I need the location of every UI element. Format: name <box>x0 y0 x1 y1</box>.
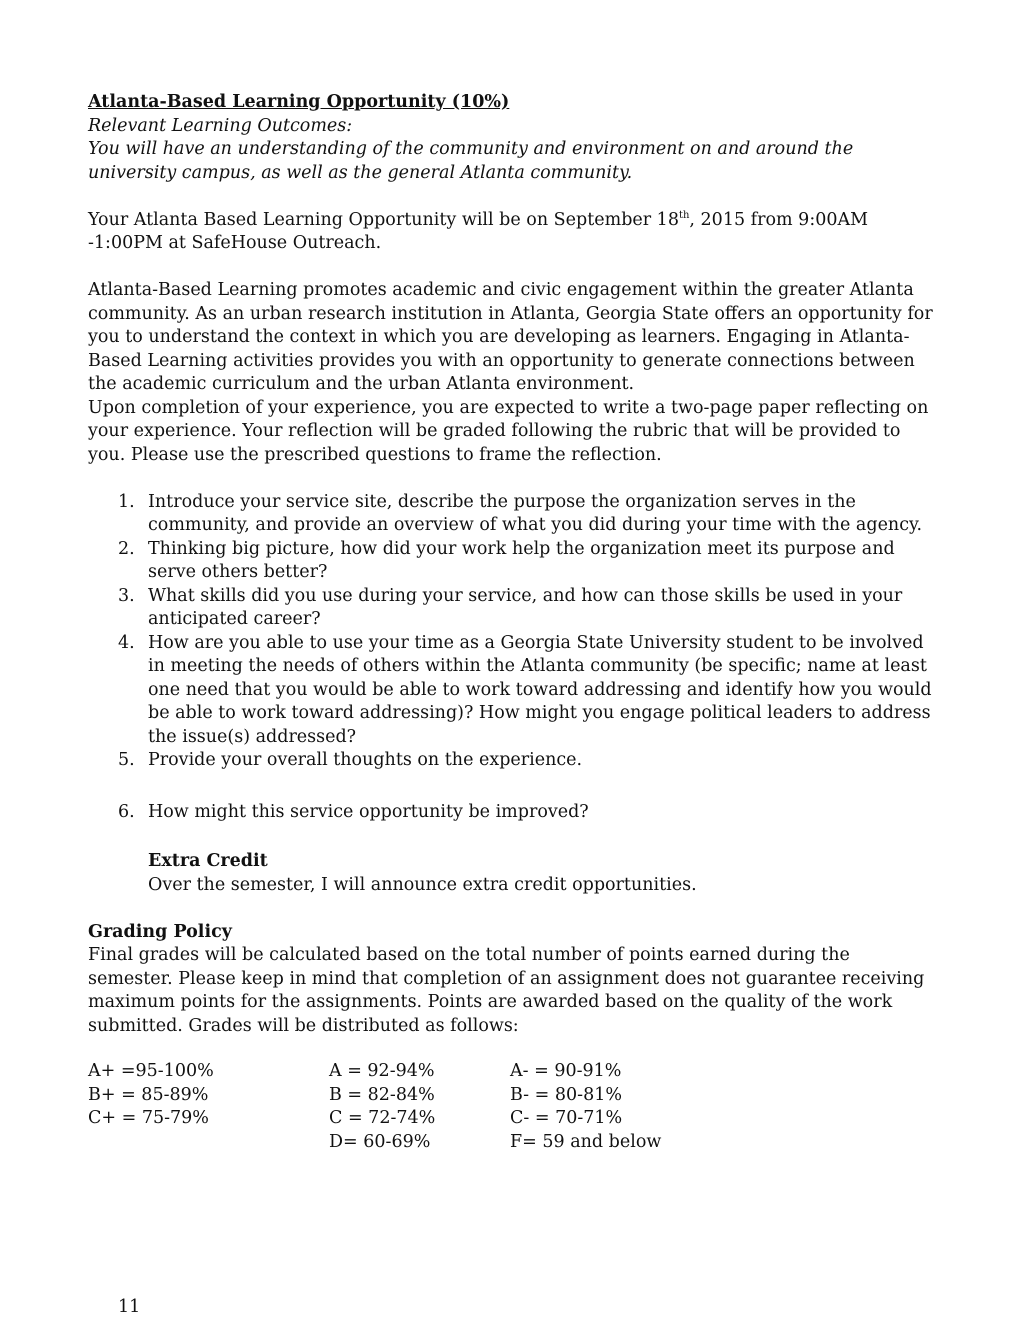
grade-cell: B- = 80-81% <box>510 1084 622 1105</box>
list-item <box>88 491 938 538</box>
reflection-questions-list <box>88 491 938 825</box>
list-item-text: Introduce your service site, describe the purpose the organization serves in the community, and provide an overview of what you did during your time with the agency. <box>148 491 923 535</box>
grade-cell: B+ = 85-89% <box>88 1084 209 1105</box>
list-item-text: Thinking big picture, how did your work help the organization meet its purpose and serve others better? <box>148 538 895 582</box>
grade-row <box>88 1084 938 1108</box>
outcomes-label: Relevant Learning Outcomes: <box>88 115 353 136</box>
opportunity-date-text: Your Atlanta Based Learning Opportunity will be on September 18 <box>88 209 679 230</box>
list-item-number: 5. <box>118 750 135 770</box>
grading-policy-text: Final grades will be calculated based on the total number of points earned during the semester. Please keep in mind that completion of an assignment does not guarantee receiving maximum points for the assignments. Points are awarded based on the quality of the work submitted. Grades will be distributed as follows: <box>88 945 925 1036</box>
list-item-text: What skills did you use during your service, and how can those skills be used in your anticipated career? <box>148 585 903 629</box>
outcomes-text: You will have an understanding of the community and environment on and around the university campus, as well as the general Atlanta community. <box>88 139 854 183</box>
grade-cell: C = 72-74% <box>329 1108 436 1128</box>
ordinal-suffix: th <box>678 209 690 221</box>
extra-credit-section <box>88 850 938 897</box>
page-content <box>88 91 938 1154</box>
extra-credit-text: Over the semester, I will announce extra credit opportunities. <box>148 874 697 895</box>
list-item-text: How are you able to use your time as a Georgia State University student to be involved in meeting the needs of others within the Atlanta community (be specific; name at least one need that you would be able to work toward addressing and identify how you would be able to work toward addressing)? How might you engage political leaders to address the issue(s) addressed? <box>148 632 932 747</box>
grade-row <box>88 1060 938 1084</box>
grade-cell <box>88 1131 329 1155</box>
grade-cell: B = 82-84% <box>329 1084 435 1105</box>
reflection-paragraph: Upon completion of your experience, you are expected to write a two-page paper reflecting on your experience. Your reflection will be graded following the rubric that will be provided to you. Please use the prescribed questions to frame the reflection. <box>88 397 929 465</box>
list-item-text: Provide your overall thoughts on the experience. <box>148 750 583 770</box>
extra-credit-title: Extra Credit <box>148 851 268 871</box>
grade-cell: A+ =95-100% <box>88 1061 214 1081</box>
grade-cell: F= 59 and below <box>510 1131 662 1152</box>
grade-scale-table <box>88 1060 938 1154</box>
grade-row <box>88 1131 938 1155</box>
page-number: 11 <box>118 1297 141 1317</box>
list-item <box>88 632 938 750</box>
list-item-text: How might this service opportunity be improved? <box>148 801 589 822</box>
opportunity-paragraph <box>88 209 938 256</box>
list-item <box>88 801 938 825</box>
grade-cell: D= 60-69% <box>329 1131 431 1152</box>
grade-cell: C- = 70-71% <box>510 1108 623 1128</box>
list-item <box>88 585 938 632</box>
grade-row <box>88 1107 938 1131</box>
list-item-number: 4. <box>118 632 135 653</box>
list-item-number: 3. <box>118 585 135 606</box>
list-item-number: 6. <box>118 801 135 822</box>
list-item <box>88 538 938 585</box>
grade-cell: A- = 90-91% <box>510 1061 622 1081</box>
grading-policy-title: Grading Policy <box>88 921 232 942</box>
grade-cell: A = 92-94% <box>329 1061 435 1081</box>
intro-paragraph: Atlanta-Based Learning promotes academic and civic engagement within the greater Atlanta community. As an urban research institution in Atlanta, Georgia State offers an opportunity for you to understand the context in which you are developing as learners. Engaging in Atlanta-Based Learning activities provides you with an opportunity to generate connections between the academic curriculum and the urban Atlanta environment. <box>88 280 933 394</box>
section-title: Atlanta-Based Learning Opportunity (10%) <box>88 92 510 112</box>
list-item-number: 1. <box>118 491 135 512</box>
list-item-number: 2. <box>118 538 135 559</box>
grade-cell: C+ = 75-79% <box>88 1108 209 1128</box>
list-item <box>88 749 938 773</box>
opportunity-time-location: , 2015 from 9:00AM -1:00PM at SafeHouse Outreach. <box>88 209 869 253</box>
